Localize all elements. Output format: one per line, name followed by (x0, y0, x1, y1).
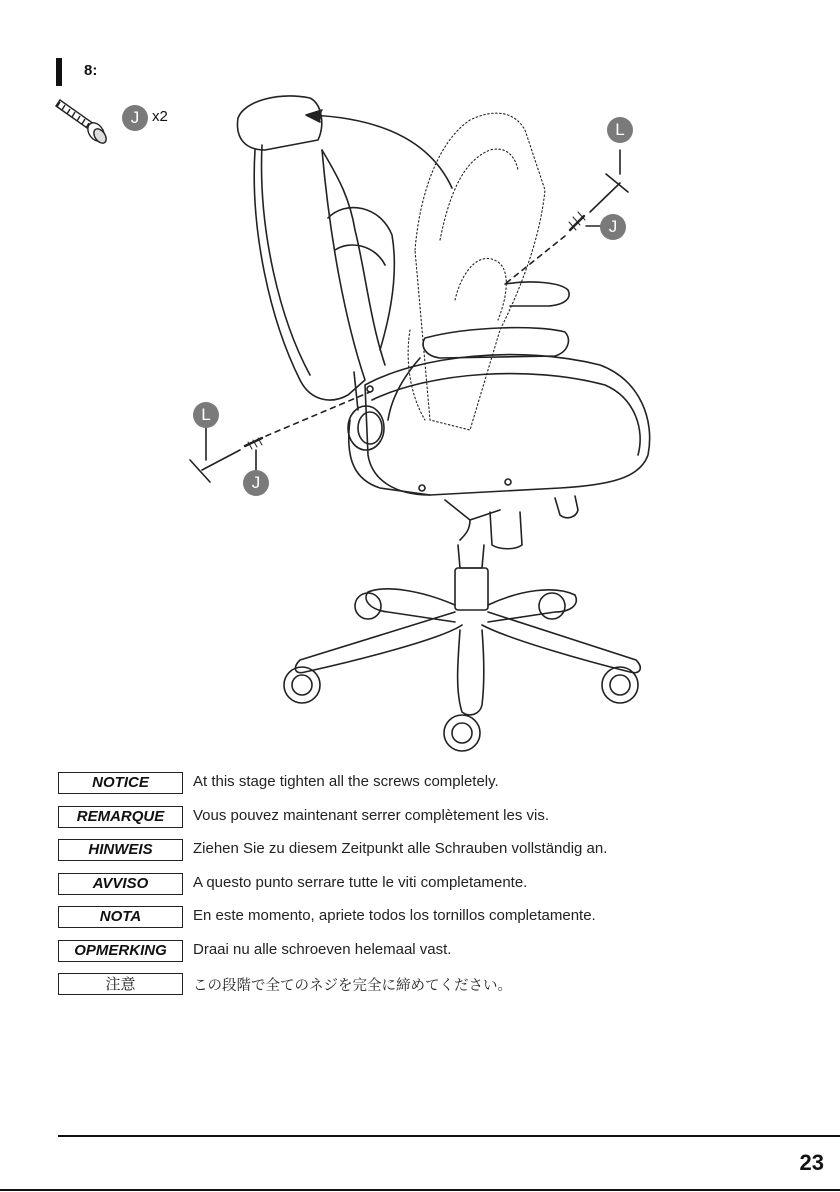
footer-divider (58, 1135, 840, 1137)
page-number: 23 (799, 1150, 824, 1175)
notice-label: NOTA (58, 906, 183, 928)
notice-text: Vous pouvez maintenant serrer complètement les vis. (193, 806, 550, 824)
notice-label: 注意 (58, 973, 183, 995)
notice-text: En este momento, apriete todos los tornillos completamente. (193, 907, 596, 924)
notice-text: Ziehen Sie zu diesem Zeitpunkt alle Schrauben vollständig an. (193, 840, 608, 857)
screw-j-badge-top: J (600, 214, 626, 240)
notice-row (58, 837, 758, 871)
notice-row (58, 770, 758, 804)
notice-text: A questo punto serrare tutte le viti completamente. (193, 873, 528, 891)
tool-l-badge-top: L (607, 117, 633, 143)
notice-label: AVVISO (58, 873, 183, 895)
notice-label: OPMERKING (58, 940, 183, 962)
notice-text: At this stage tighten all the screws completely. (193, 773, 499, 790)
part-letter-badge: J (122, 105, 148, 131)
notice-list (58, 770, 758, 1005)
notice-label: NOTICE (58, 772, 183, 794)
notice-label: HINWEIS (58, 839, 183, 861)
notice-row (58, 804, 758, 838)
part-quantity: x2 (152, 108, 168, 125)
notice-row (58, 971, 758, 1005)
step-number: 8: (84, 62, 98, 79)
tool-l-badge-left: L (193, 402, 219, 428)
page-bottom-border (0, 1189, 840, 1191)
notice-text: この段階で全てのネジを完全に締めてください。 (193, 978, 512, 994)
notice-label: REMARQUE (58, 806, 183, 828)
notice-row (58, 938, 758, 972)
notice-row (58, 871, 758, 905)
notice-text: Draai nu alle schroeven helemaal vast. (193, 940, 452, 958)
notice-row (58, 904, 758, 938)
screw-j-badge-left: J (243, 470, 269, 496)
